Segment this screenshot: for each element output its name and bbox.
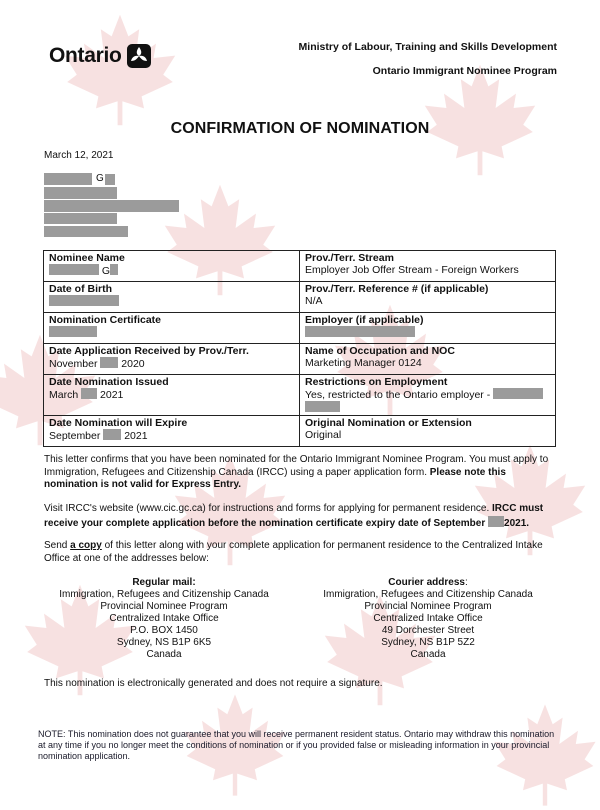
nomination-issued-label: Date Nomination Issued	[49, 376, 169, 388]
table-cell	[44, 375, 300, 416]
ircc-paragraph: Visit IRCC's website (www.cic.gc.ca) for instructions and forms for applying for permanent residence. IRCC must receive your complete application before the nomination certificate expiry date of September 2021.	[44, 503, 544, 529]
logo-text: Ontario	[49, 44, 122, 67]
address-line: P.O. BOX 1450	[130, 625, 198, 636]
letter-date: March 12, 2021	[44, 150, 114, 161]
redaction-bar	[493, 388, 543, 399]
ministry-name: Ministry of Labour, Training and Skills Development	[298, 41, 557, 53]
table-row	[44, 375, 556, 416]
address-line: Immigration, Refugees and Citizenship Canada	[59, 589, 269, 600]
address-line: Centralized Intake Office	[109, 613, 219, 624]
redaction-bar	[44, 200, 179, 212]
original-extension-value: Original	[305, 429, 342, 441]
employer-label: Employer (if applicable)	[305, 314, 424, 326]
nominee-name-label: Nominee Name	[49, 252, 125, 264]
confirmation-paragraph: This letter confirms that you have been nominated for the Ontario Immigrant Nominee Program. You must apply to Immigration, Refugees and Citizenship Canada (IRCC) using a paper application form. Please note this nomination is not valid for Express Entry.	[44, 454, 549, 490]
nomination-issued-value: March 2021	[49, 389, 124, 401]
original-extension-label: Original Nomination or Extension	[305, 417, 472, 429]
table-cell	[44, 251, 300, 282]
table-row	[44, 282, 556, 313]
nomination-expire-label: Date Nomination will Expire	[49, 417, 188, 429]
a-copy-emphasis: a copy	[70, 540, 102, 551]
stream-value: Employer Job Offer Stream - Foreign Workers	[305, 264, 519, 276]
document-title: CONFIRMATION OF NOMINATION	[170, 120, 430, 137]
regular-mail-address	[34, 577, 294, 661]
restrictions-label: Restrictions on Employment	[305, 376, 448, 388]
redaction-bar	[105, 174, 115, 185]
regular-mail-heading: Regular mail:	[132, 577, 196, 588]
send-copy-paragraph: Send a copy of this letter along with your complete application for permanent residence to the Centralized Intake Office at one of the addresses below:	[44, 540, 543, 564]
nomination-info-table	[43, 250, 556, 447]
address-line: Sydney, NS B1P 5Z2	[381, 637, 475, 648]
restrictions-value: Yes, restricted to the Ontario employer -	[305, 388, 551, 401]
redaction-bar	[103, 429, 121, 440]
occupation-value: Marketing Manager 0124	[305, 357, 422, 369]
trillium-icon	[127, 44, 151, 68]
application-received-label: Date Application Received by Prov./Terr.	[49, 345, 249, 357]
occupation-label: Name of Occupation and NOC	[305, 345, 455, 357]
certificate-label: Nomination Certificate	[49, 314, 162, 326]
ontario-logo	[49, 44, 151, 68]
address-line: Centralized Intake Office	[373, 613, 483, 624]
address-line: Provincial Nominee Program	[364, 601, 492, 612]
redaction-bar	[44, 226, 128, 237]
redaction-bar	[100, 357, 118, 368]
redaction-bar	[49, 295, 119, 306]
courier-heading: Courier address:	[388, 577, 468, 588]
stream-label: Prov./Terr. Stream	[305, 252, 394, 264]
redaction-bar	[49, 326, 97, 337]
redaction-bar	[49, 264, 99, 275]
address-line: Provincial Nominee Program	[100, 601, 228, 612]
table-cell	[300, 251, 556, 282]
table-cell	[300, 416, 556, 447]
redaction-bar	[44, 187, 117, 199]
redaction-bar	[488, 516, 504, 527]
table-cell	[44, 313, 300, 344]
address-line: Immigration, Refugees and Citizenship Canada	[323, 589, 533, 600]
dob-label: Date of Birth	[49, 283, 112, 295]
table-cell	[300, 282, 556, 313]
electronic-signature-note: This nomination is electronically generated and does not require a signature.	[44, 678, 383, 689]
table-row	[44, 313, 556, 344]
program-name: Ontario Immigrant Nominee Program	[372, 65, 557, 77]
address-line: Canada	[146, 649, 182, 660]
redaction-bar	[44, 213, 117, 224]
table-row	[44, 416, 556, 447]
redaction-bar	[305, 401, 340, 412]
expiry-deadline-notice: IRCC must receive your complete application before the nomination certificate expiry date of September 2021.	[44, 503, 544, 529]
table-row	[44, 344, 556, 375]
maple-leaf-watermark-icon	[60, 10, 180, 130]
table-cell	[300, 344, 556, 375]
application-received-value: November 2020	[49, 358, 145, 370]
recipient-initial: G	[96, 173, 104, 184]
address-line: Sydney, NS B1P 6K5	[116, 637, 212, 648]
nominee-name-value: G	[49, 264, 295, 277]
table-cell	[44, 282, 300, 313]
address-line: 49 Dorchester Street	[381, 625, 475, 636]
redaction-bar	[110, 264, 118, 275]
courier-address	[298, 577, 558, 661]
redaction-bar	[44, 173, 92, 185]
reference-value: N/A	[305, 295, 323, 307]
table-row	[44, 251, 556, 282]
redaction-bar	[81, 388, 97, 399]
address-line: Canada	[410, 649, 446, 660]
table-cell	[44, 416, 300, 447]
express-entry-notice: Please note this nomination is not valid for Express Entry.	[44, 466, 506, 490]
footer-note: NOTE: This nomination does not guarantee that you will receive permanent resident status. Ontario may withdraw this nomination at any time if you no longer meet the conditions of nomination or if you provided false or misleading information in your provincial nomination application.	[38, 729, 555, 761]
redaction-bar	[305, 326, 415, 337]
table-cell	[300, 375, 556, 416]
reference-label: Prov./Terr. Reference # (if applicable)	[305, 283, 489, 295]
table-cell	[300, 313, 556, 344]
nomination-expire-value: September 2021	[49, 430, 148, 442]
table-cell	[44, 344, 300, 375]
